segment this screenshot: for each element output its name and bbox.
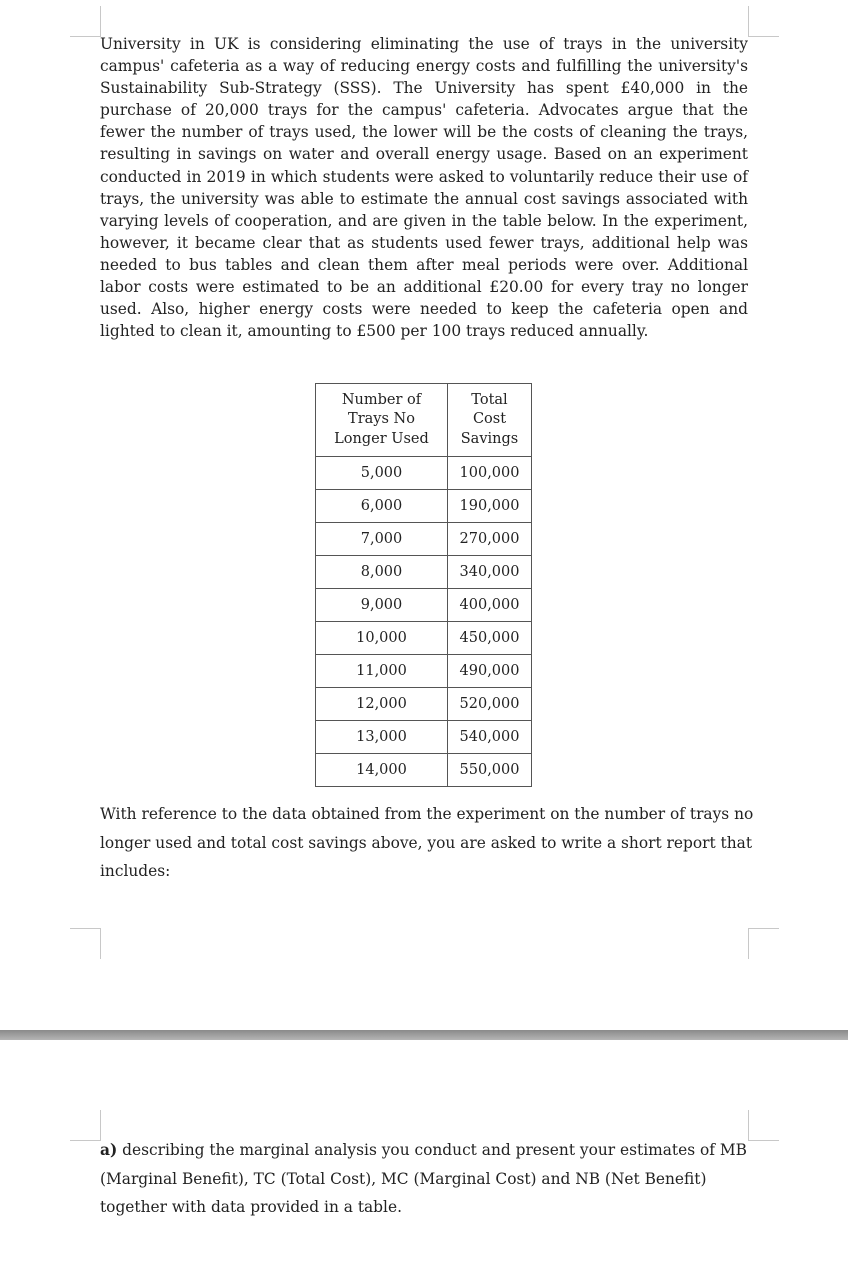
cell-trays-no-longer-used: 7,000 [316,523,448,556]
cell-trays-no-longer-used: 9,000 [316,589,448,622]
page-divider [0,1030,848,1040]
table-row [316,556,532,589]
crop-mark-bottom-left [70,928,101,959]
cell-total-cost-savings: 540,000 [448,721,532,754]
intro-paragraph: University in UK is considering eliminating the use of trays in the university campus' cafeteria as a way of reducing energy costs and fulfilling the university's Sustainability Sub-Strategy (SSS). The University has spent £40,000 in the purchase of 20,000 trays for the campus' cafeteria. Advocates argue that the fewer the number of trays used, the lower will be the costs of cleaning the trays, resulting in savings on water and overall energy usage. Based on an experiment conducted in 2019 in which students were asked to voluntarily reduce their use of trays, the university was able to estimate the annual cost savings associated with varying levels of cooperation, and are given in the table below. In the experiment, however, it became clear that as students used fewer trays, additional help was needed to bus tables and clean them after meal periods were over. Additional labor costs were estimated to be an additional £20.00 for every tray no longer used. Also, higher energy costs were needed to keep the cafeteria open and lighted to clean it, amounting to £500 per 100 trays reduced annually. [100,35,748,341]
reference-paragraph: With reference to the data obtained from the experiment on the number of trays no longer used and total cost savings above, you are asked to write a short report that includes: [100,805,754,880]
cell-total-cost-savings: 400,000 [448,589,532,622]
cell-total-cost-savings: 270,000 [448,523,532,556]
cell-trays-no-longer-used: 12,000 [316,688,448,721]
cell-total-cost-savings: 340,000 [448,556,532,589]
cell-trays-no-longer-used: 11,000 [316,655,448,688]
table-row [316,490,532,523]
table-header-row [316,384,532,457]
document-page-2 [0,1040,848,1280]
table-row [316,523,532,556]
question-a [100,1136,760,1222]
header-total-cost-savings: Total Cost Savings [448,384,532,457]
cell-total-cost-savings: 100,000 [448,457,532,490]
table-body [316,457,532,787]
table-row [316,688,532,721]
table-row [316,754,532,787]
cell-trays-no-longer-used: 10,000 [316,622,448,655]
cell-total-cost-savings: 450,000 [448,622,532,655]
crop-mark-top-right [748,6,779,37]
tray-savings-table [315,383,532,787]
crop-mark-top-left [70,1110,101,1141]
table-row [316,655,532,688]
table-row [316,457,532,490]
table-row [316,589,532,622]
question-a-label: a) [100,1141,118,1159]
crop-mark-top-left [70,6,101,37]
cell-trays-no-longer-used: 13,000 [316,721,448,754]
cell-total-cost-savings: 490,000 [448,655,532,688]
table-row [316,622,532,655]
question-a-text: describing the marginal analysis you conduct and present your estimates of MB (Marginal Benefit), TC (Total Cost), MC (Marginal Cost) and NB (Net Benefit) together with data provided in a table. [100,1141,747,1216]
cell-trays-no-longer-used: 5,000 [316,457,448,490]
cell-trays-no-longer-used: 14,000 [316,754,448,787]
cell-total-cost-savings: 550,000 [448,754,532,787]
header-trays-no-longer-used: Number of Trays No Longer Used [316,384,448,457]
cell-total-cost-savings: 520,000 [448,688,532,721]
cell-trays-no-longer-used: 8,000 [316,556,448,589]
cell-trays-no-longer-used: 6,000 [316,490,448,523]
cell-total-cost-savings: 190,000 [448,490,532,523]
table-row [316,721,532,754]
crop-mark-bottom-right [748,928,779,959]
